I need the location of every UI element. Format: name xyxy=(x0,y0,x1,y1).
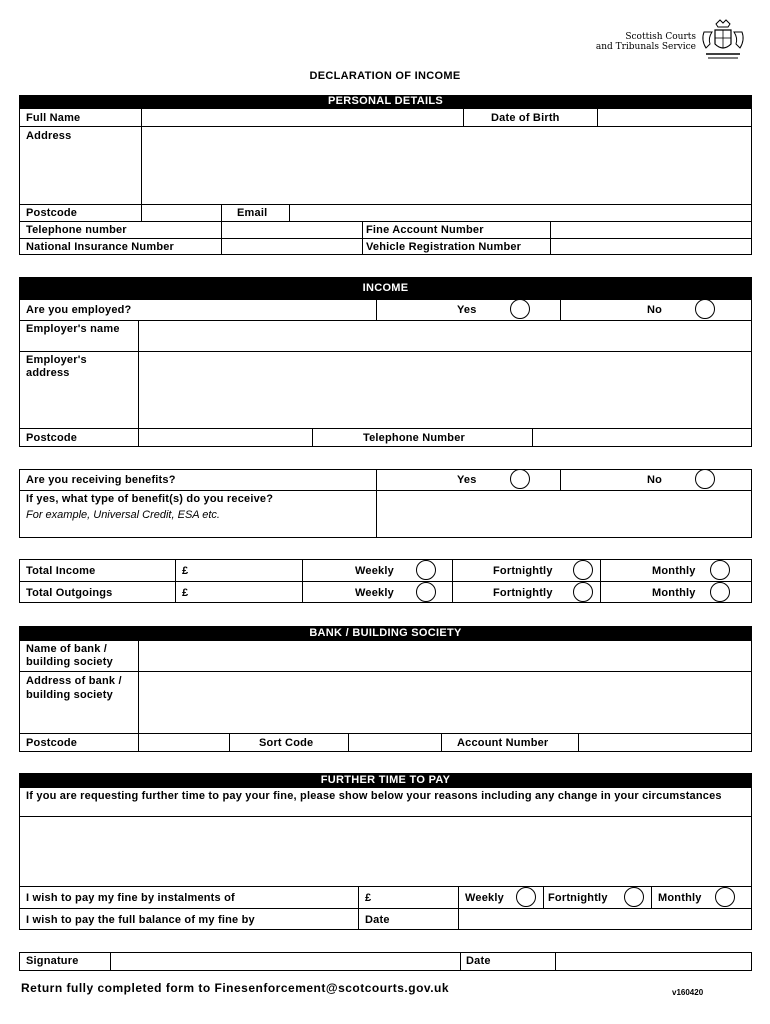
instalments-amount-field[interactable] xyxy=(376,887,457,908)
full-balance-date-field[interactable] xyxy=(459,909,751,929)
employed-yes-label: Yes xyxy=(457,304,477,316)
instalments-fortnightly-label: Fortnightly xyxy=(548,892,608,904)
income-telephone-label: Telephone Number xyxy=(363,432,466,444)
total-income-monthly-label: Monthly xyxy=(652,565,696,577)
postcode-field[interactable] xyxy=(142,205,220,221)
logo-line-2: and Tribunals Service xyxy=(595,42,696,52)
instalments-currency: £ xyxy=(365,892,372,904)
national-insurance-label: National Insurance Number xyxy=(26,241,175,253)
bank-address-field[interactable] xyxy=(139,672,751,733)
benefits-no-label: No xyxy=(647,474,663,486)
logo-text xyxy=(590,32,696,52)
further-time-intro: If you are requesting further time to pay your fine, please show below your reasons including any change in your circumstances xyxy=(26,790,722,802)
address-label: Address xyxy=(26,130,72,142)
total-outgoings-monthly-radio[interactable] xyxy=(710,582,730,602)
email-label: Email xyxy=(237,207,268,219)
employer-address-label: Employer's address xyxy=(26,354,87,379)
signature-label: Signature xyxy=(26,955,79,967)
income-header: INCOME xyxy=(19,277,752,300)
total-income-weekly-radio[interactable] xyxy=(416,560,436,580)
full-name-field[interactable] xyxy=(142,109,462,126)
vehicle-reg-label: Vehicle Registration Number xyxy=(366,241,522,253)
account-number-field[interactable] xyxy=(579,734,751,751)
instalments-monthly-radio[interactable] xyxy=(715,887,735,907)
employer-name-field[interactable] xyxy=(139,321,751,351)
bank-header: BANK / BUILDING SOCIETY xyxy=(19,626,752,640)
employed-no-radio[interactable] xyxy=(695,299,715,319)
return-instructions: Return fully completed form to Finesenforcement@scotcourts.gov.uk xyxy=(21,981,450,995)
income-postcode-field[interactable] xyxy=(139,429,311,446)
employed-no-label: No xyxy=(647,304,663,316)
signature-date-field[interactable] xyxy=(556,953,751,970)
total-income-label: Total Income xyxy=(26,565,96,577)
page-title: DECLARATION OF INCOME xyxy=(309,70,461,82)
fine-account-label: Fine Account Number xyxy=(366,224,484,236)
total-income-currency: £ xyxy=(182,565,189,577)
full-name-label: Full Name xyxy=(26,112,81,124)
benefits-type-question: If yes, what type of benefit(s) do you receive? xyxy=(26,493,274,505)
total-outgoings-weekly-radio[interactable] xyxy=(416,582,436,602)
crest-icon xyxy=(698,18,748,62)
account-number-label: Account Number xyxy=(457,737,549,749)
further-time-reasons-field[interactable] xyxy=(20,817,751,886)
bank-name-label: Name of bank / building society xyxy=(26,643,113,668)
total-outgoings-weekly-label: Weekly xyxy=(355,587,394,599)
total-income-field[interactable] xyxy=(193,560,301,581)
total-income-fortnightly-label: Fortnightly xyxy=(493,565,553,577)
full-balance-label: I wish to pay the full balance of my fine by xyxy=(26,914,255,926)
bank-address-label: Address of bank / building society xyxy=(26,675,122,701)
income-postcode-label: Postcode xyxy=(26,432,78,444)
fine-account-field[interactable] xyxy=(551,222,751,238)
benefits-yes-radio[interactable] xyxy=(510,469,530,489)
total-outgoings-fortnightly-label: Fortnightly xyxy=(493,587,553,599)
employer-name-label: Employer's name xyxy=(26,323,120,335)
benefits-question: Are you receiving benefits? xyxy=(26,474,176,486)
employer-address-field[interactable] xyxy=(139,352,751,428)
total-income-monthly-radio[interactable] xyxy=(710,560,730,580)
total-outgoings-currency: £ xyxy=(182,587,189,599)
employed-yes-radio[interactable] xyxy=(510,299,530,319)
national-insurance-field[interactable] xyxy=(222,239,362,254)
total-income-fortnightly-radio[interactable] xyxy=(573,560,593,580)
instalments-monthly-label: Monthly xyxy=(658,892,702,904)
instalments-weekly-radio[interactable] xyxy=(516,887,536,907)
instalments-weekly-label: Weekly xyxy=(465,892,504,904)
employed-question: Are you employed? xyxy=(26,304,132,316)
sort-code-field[interactable] xyxy=(349,734,440,751)
total-outgoings-field[interactable] xyxy=(193,582,301,602)
total-income-weekly-label: Weekly xyxy=(355,565,394,577)
bank-name-field[interactable] xyxy=(139,641,751,671)
date-of-birth-label: Date of Birth xyxy=(491,112,560,124)
address-field[interactable] xyxy=(142,127,751,204)
benefits-example: For example, Universal Credit, ESA etc. xyxy=(26,509,220,521)
total-outgoings-fortnightly-radio[interactable] xyxy=(573,582,593,602)
further-time-header: FURTHER TIME TO PAY xyxy=(19,773,752,787)
signature-date-label: Date xyxy=(466,955,491,967)
benefits-yes-label: Yes xyxy=(457,474,477,486)
date-of-birth-field[interactable] xyxy=(598,109,751,126)
income-telephone-field[interactable] xyxy=(533,429,751,446)
vehicle-reg-field[interactable] xyxy=(551,239,751,254)
instalments-fortnightly-radio[interactable] xyxy=(624,887,644,907)
benefits-type-field[interactable] xyxy=(377,491,751,537)
postcode-label: Postcode xyxy=(26,207,78,219)
instalments-label: I wish to pay my fine by instalments of xyxy=(26,892,235,904)
bank-postcode-field[interactable] xyxy=(139,734,228,751)
signature-field[interactable] xyxy=(111,953,459,970)
version-code: v160420 xyxy=(672,988,704,997)
full-balance-date-label: Date xyxy=(365,914,390,926)
bank-postcode-label: Postcode xyxy=(26,737,78,749)
benefits-no-radio[interactable] xyxy=(695,469,715,489)
personal-details-header: PERSONAL DETAILS xyxy=(19,95,752,108)
telephone-label: Telephone number xyxy=(26,224,127,236)
total-outgoings-label: Total Outgoings xyxy=(26,587,113,599)
logo-line-1: Scottish Courts xyxy=(625,32,696,42)
email-field[interactable] xyxy=(290,205,751,221)
sort-code-label: Sort Code xyxy=(259,737,314,749)
telephone-field[interactable] xyxy=(222,222,362,238)
total-outgoings-monthly-label: Monthly xyxy=(652,587,696,599)
